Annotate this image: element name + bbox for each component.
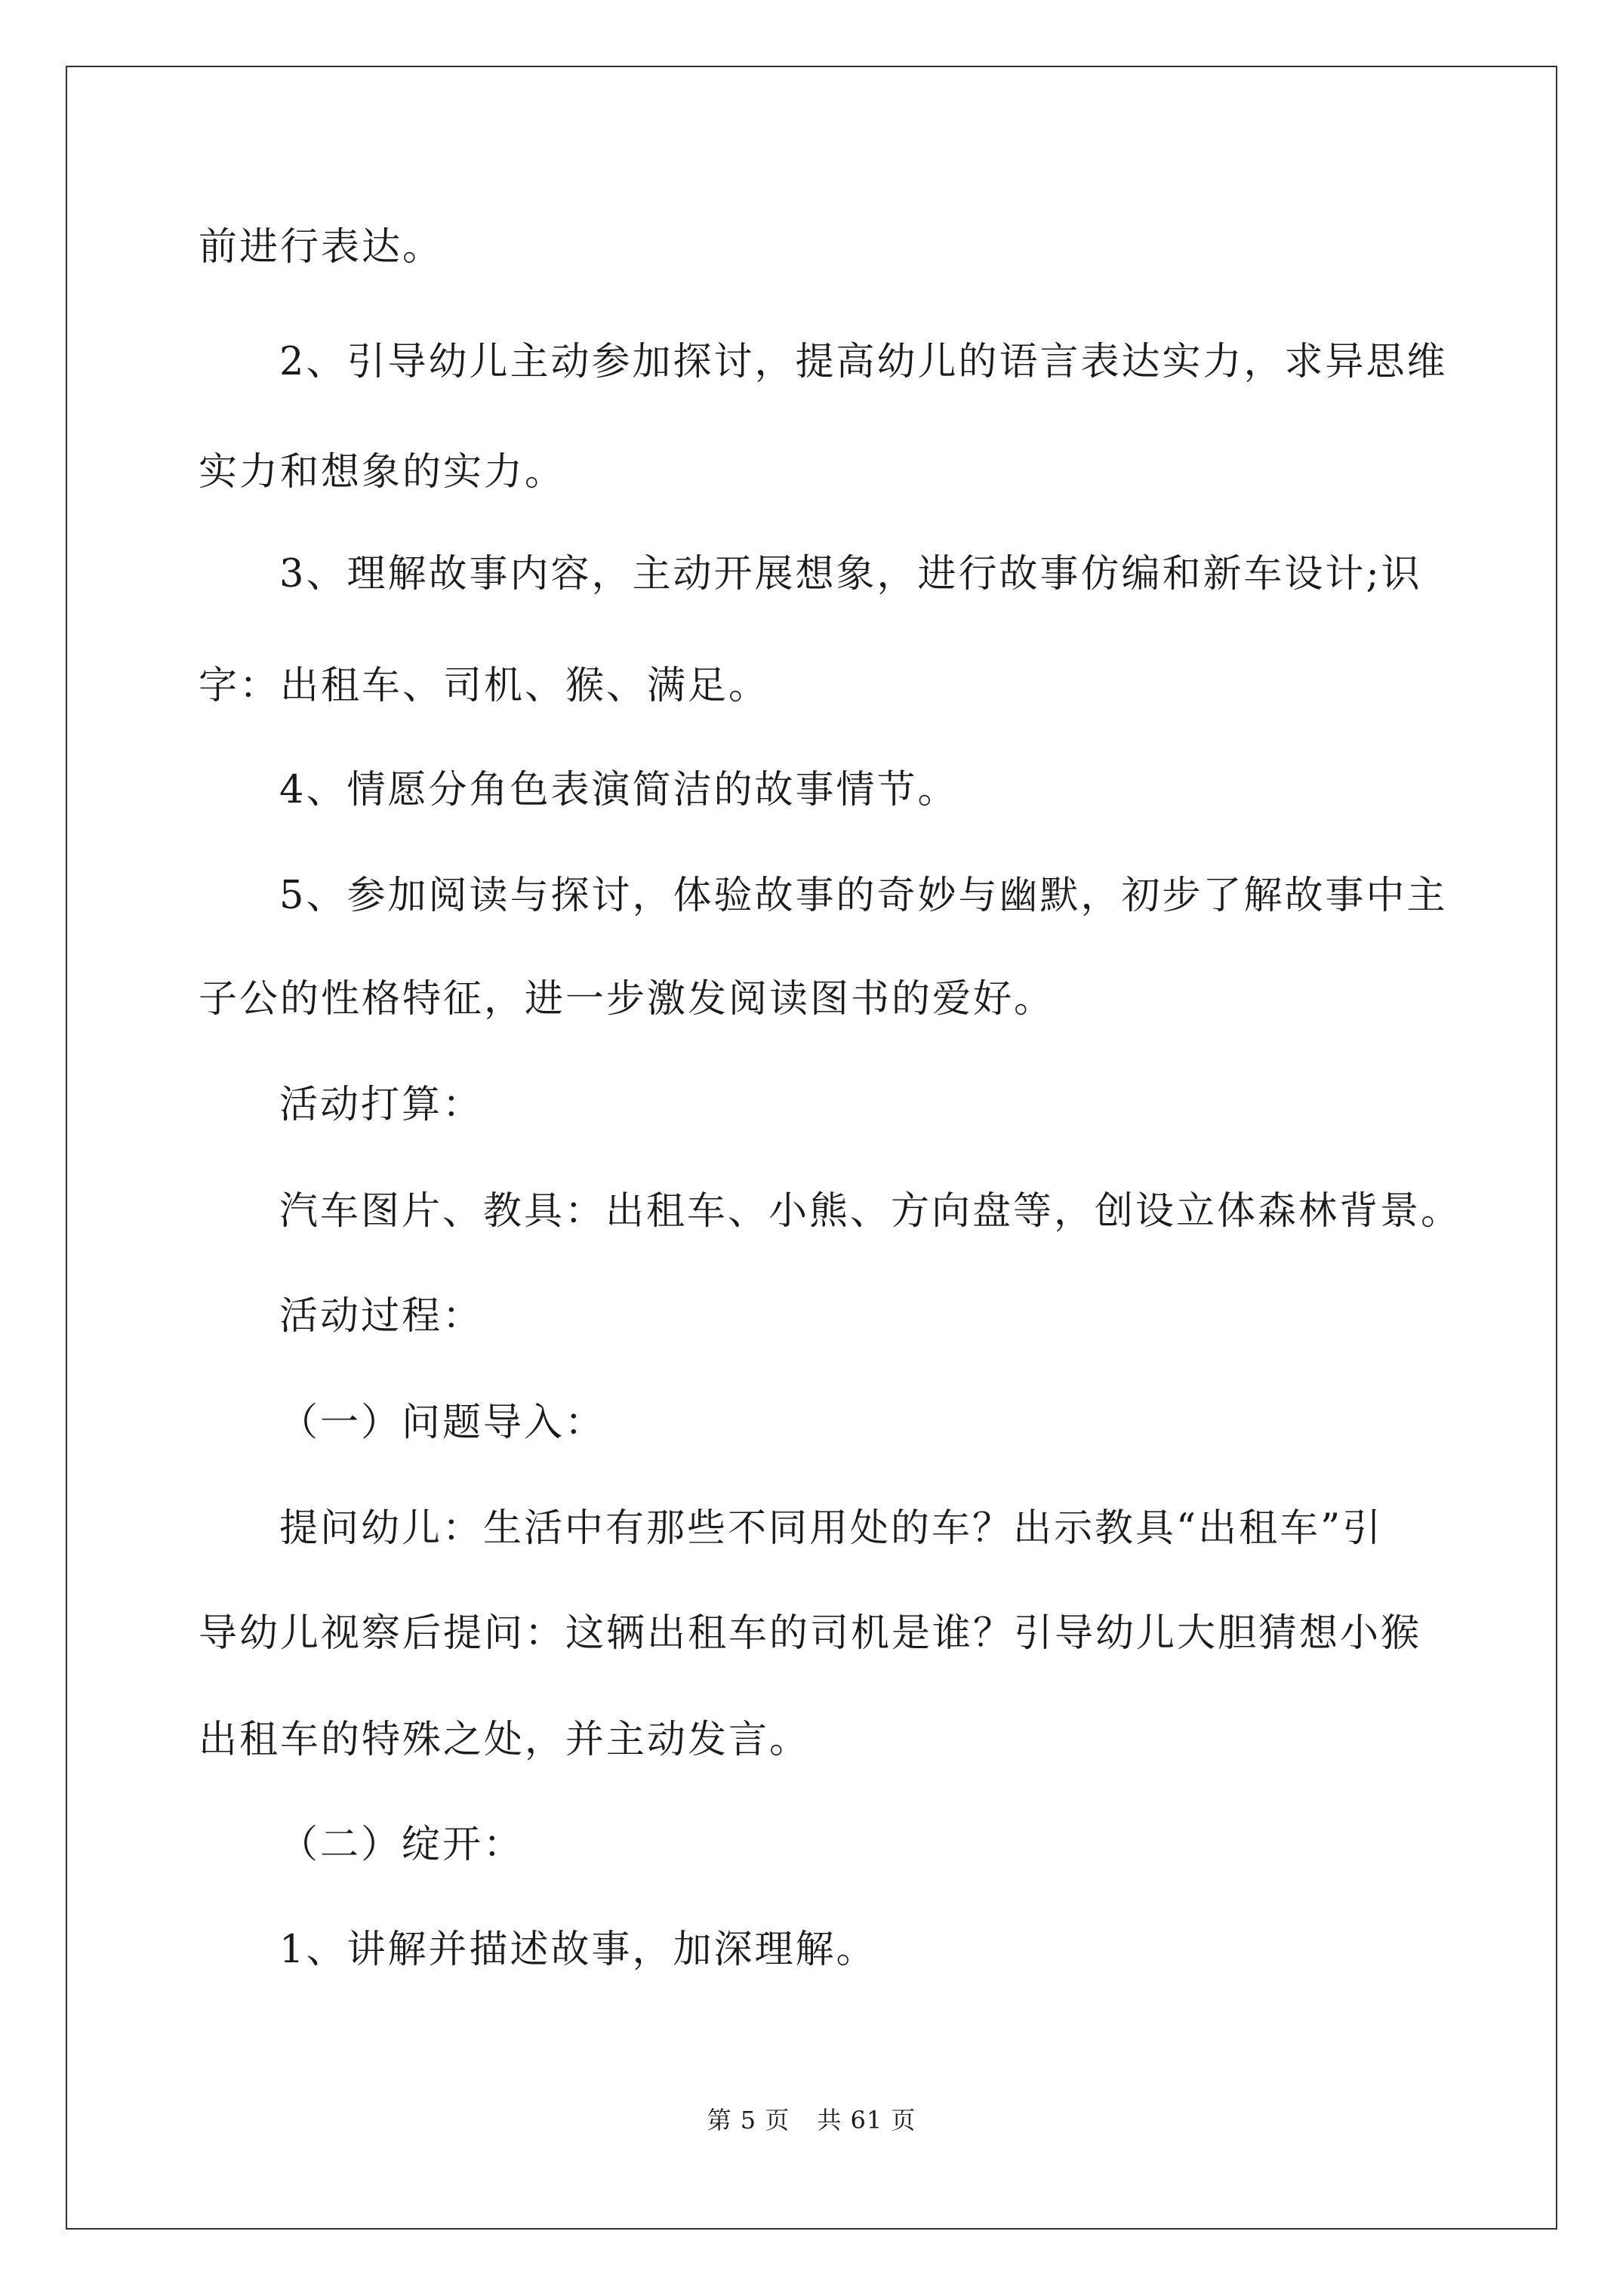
text-line: 5、参加阅读与探讨，体验故事的奇妙与幽默，初步了解故事中主: [279, 874, 1448, 918]
text-line: 前进行表达。: [199, 225, 444, 270]
text-line: 提问幼儿：生活中有那些不同用处的车？出示教具“出租车”引: [279, 1506, 1384, 1551]
text-line: 出租车的特殊之处，并主动发言。: [199, 1718, 811, 1762]
page-border: [66, 66, 1557, 2230]
page-footer: [0, 2105, 1623, 2135]
section-heading: 活动打算：: [279, 1083, 484, 1127]
subsection-heading: （二）绽开：: [279, 1823, 525, 1867]
page-total: 共 61 页: [817, 2106, 916, 2134]
text-line: 实力和想象的实力。: [199, 450, 566, 495]
text-line: 字：出租车、司机、猴、满足。: [199, 664, 770, 708]
text-line: 4、情愿分角色表演简洁的故事情节。: [279, 768, 959, 812]
text-line: 1、讲解并描述故事，加深理解。: [279, 1928, 877, 1972]
page-number: 第 5 页: [707, 2106, 790, 2134]
text-line: 子公的性格特征，进一步激发阅读图书的爱好。: [199, 977, 1055, 1022]
text-line: 导幼儿视察后提问：这辆出租车的司机是谁？引导幼儿大胆猜想小猴: [199, 1611, 1422, 1656]
text-line: 2、引导幼儿主动参加探讨，提高幼儿的语言表达实力，求异思维: [279, 340, 1448, 384]
text-line: 3、理解故事内容，主动开展想象，进行故事仿编和新车设计;识: [279, 552, 1422, 596]
section-heading: 活动过程：: [279, 1294, 484, 1339]
text-line: 汽车图片、教具：出租车、小熊、方向盘等，创设立体森林背景。: [279, 1189, 1462, 1234]
subsection-heading: （一）问题导入：: [279, 1401, 606, 1445]
